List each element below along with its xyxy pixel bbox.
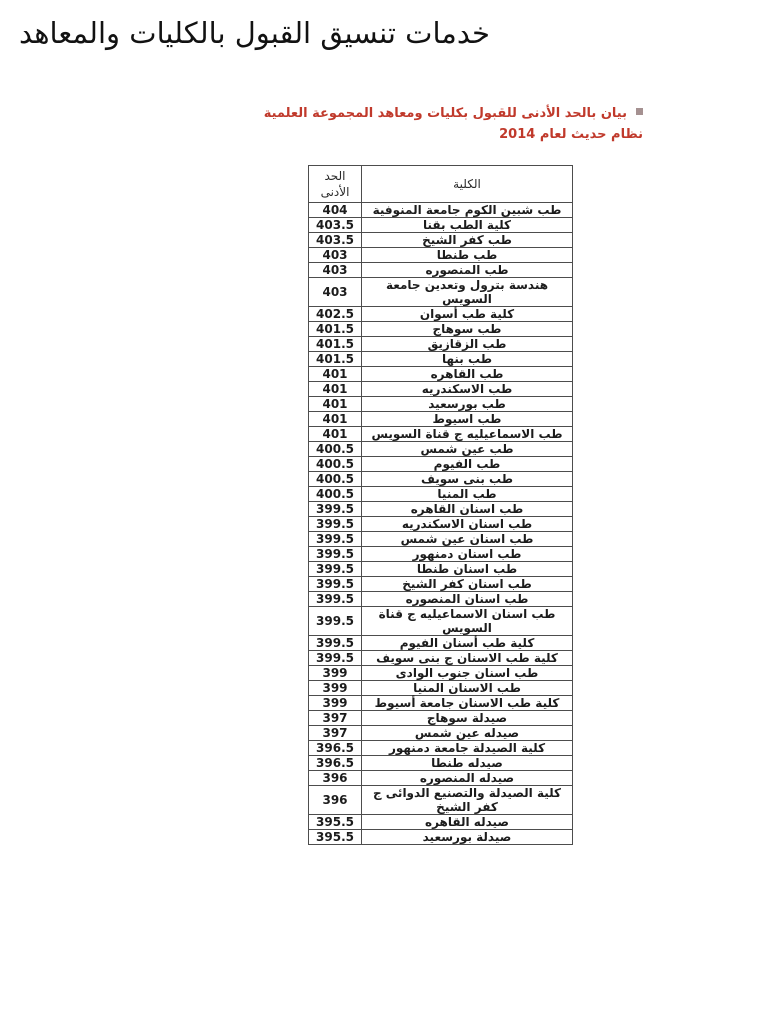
min-score-cell: 401 (309, 397, 362, 412)
college-cell: طب سوهاج (362, 322, 573, 337)
min-score-cell: 397 (309, 726, 362, 741)
college-cell: طب اسنان القاهره (362, 502, 573, 517)
college-cell: طب بنى سويف (362, 472, 573, 487)
college-cell: طب اسيوط (362, 412, 573, 427)
college-cell: طب المنيا (362, 487, 573, 502)
min-score-cell: 399 (309, 681, 362, 696)
college-cell: كلية طب الاسنان ج بنى سويف (362, 651, 573, 666)
min-score-cell: 401 (309, 427, 362, 442)
min-score-cell: 399.5 (309, 502, 362, 517)
table-row (309, 532, 573, 547)
table-row (309, 337, 573, 352)
page-title: خدمات تنسيق القبول بالكليات والمعاهد (19, 16, 490, 50)
table-row (309, 651, 573, 666)
min-score-cell: 396.5 (309, 756, 362, 771)
table-row (309, 711, 573, 726)
table-row (309, 636, 573, 651)
table-row (309, 322, 573, 337)
min-score-cell: 399.5 (309, 577, 362, 592)
min-score-cell: 403 (309, 263, 362, 278)
table-row (309, 741, 573, 756)
table-row (309, 562, 573, 577)
college-cell: كلية الطب بقنا (362, 218, 573, 233)
college-cell: طب بورسعيد (362, 397, 573, 412)
notice-block (264, 103, 643, 145)
table-row (309, 218, 573, 233)
min-score-cell: 399.5 (309, 651, 362, 666)
table-row (309, 472, 573, 487)
header-row (309, 166, 573, 203)
college-cell: صيدلة بورسعيد (362, 830, 573, 845)
min-score-cell: 399 (309, 666, 362, 681)
notice-line1-text: بيان بالحد الأدنى للقبول بكليات ومعاهد المجموعة العلمية (263, 106, 627, 121)
college-cell: طب بنها (362, 352, 573, 367)
table-row (309, 487, 573, 502)
min-score-cell: 403 (309, 248, 362, 263)
college-cell: طب المنصوره (362, 263, 573, 278)
table-row (309, 307, 573, 322)
min-score-cell: 401 (309, 412, 362, 427)
min-score-cell: 399 (309, 696, 362, 711)
table-body (309, 203, 573, 845)
table-row (309, 367, 573, 382)
college-cell: كلية الصيدلة جامعة دمنهور (362, 741, 573, 756)
min-score-cell: 399.5 (309, 607, 362, 636)
college-cell: طب الاسنان المنيا (362, 681, 573, 696)
min-score-cell: 395.5 (309, 815, 362, 830)
table-row (309, 352, 573, 367)
min-score-cell: 396.5 (309, 741, 362, 756)
min-score-cell: 403.5 (309, 233, 362, 248)
square-bullet-icon (636, 108, 643, 115)
college-cell: طب اسنان الاسماعيليه ج قناة السويس (362, 607, 573, 636)
college-cell: صيدله المنصوره (362, 771, 573, 786)
min-score-cell: 400.5 (309, 442, 362, 457)
min-score-cell: 400.5 (309, 457, 362, 472)
min-score-cell: 401.5 (309, 322, 362, 337)
college-cell: طب الاسماعيليه ج قناة السويس (362, 427, 573, 442)
college-cell: طب الاسكندريه (362, 382, 573, 397)
min-score-cell: 400.5 (309, 472, 362, 487)
min-score-cell: 399.5 (309, 562, 362, 577)
notice-line2: نظام حديث لعام 2014 (499, 127, 643, 142)
table-row (309, 233, 573, 248)
notice-line1 (264, 103, 643, 124)
min-score-cell: 399.5 (309, 517, 362, 532)
min-score-header: الحد الأدنى (309, 166, 362, 203)
college-cell: طب اسنان دمنهور (362, 547, 573, 562)
table-row (309, 517, 573, 532)
college-cell: كلية طب أسوان (362, 307, 573, 322)
college-cell: صيدله طنطا (362, 756, 573, 771)
college-cell: كلية الصيدلة والتصنيع الدوائى ج كفر الشيخ (362, 786, 573, 815)
college-cell: صيدلة سوهاج (362, 711, 573, 726)
min-score-cell: 397 (309, 711, 362, 726)
min-score-cell: 403 (309, 278, 362, 307)
table-row (309, 726, 573, 741)
college-cell: صيدله عين شمس (362, 726, 573, 741)
college-cell: طب اسنان طنطا (362, 562, 573, 577)
table-row (309, 248, 573, 263)
table-row (309, 263, 573, 278)
table-row (309, 412, 573, 427)
table-row (309, 577, 573, 592)
table-header (309, 166, 573, 203)
table-row (309, 815, 573, 830)
college-cell: كلية طب الاسنان جامعة أسيوط (362, 696, 573, 711)
min-score-cell: 399.5 (309, 636, 362, 651)
min-score-cell: 401.5 (309, 352, 362, 367)
college-cell: طب عين شمس (362, 442, 573, 457)
min-score-cell: 399.5 (309, 592, 362, 607)
table-row (309, 442, 573, 457)
table-row (309, 786, 573, 815)
college-cell: طب اسنان المنصوره (362, 592, 573, 607)
college-cell: كلية طب أسنان الفيوم (362, 636, 573, 651)
table-row (309, 278, 573, 307)
min-score-cell: 402.5 (309, 307, 362, 322)
table-row (309, 547, 573, 562)
college-cell: هندسة بترول وتعدين جامعة السويس (362, 278, 573, 307)
table-row (309, 771, 573, 786)
table-row (309, 592, 573, 607)
table-row (309, 607, 573, 636)
min-score-cell: 401.5 (309, 337, 362, 352)
table-row (309, 666, 573, 681)
college-cell: طب القاهره (362, 367, 573, 382)
min-score-cell: 403.5 (309, 218, 362, 233)
min-score-cell: 400.5 (309, 487, 362, 502)
college-cell: طب اسنان عين شمس (362, 532, 573, 547)
table-row (309, 756, 573, 771)
table-row (309, 681, 573, 696)
table-row (309, 457, 573, 472)
table-row (309, 203, 573, 218)
table-row (309, 830, 573, 845)
college-cell: طب الفيوم (362, 457, 573, 472)
min-score-cell: 401 (309, 367, 362, 382)
college-cell: طب طنطا (362, 248, 573, 263)
college-cell: طب اسنان الاسكندريه (362, 517, 573, 532)
college-cell: طب اسنان كفر الشيخ (362, 577, 573, 592)
college-cell: طب شبين الكوم جامعة المنوفية (362, 203, 573, 218)
college-cell: طب كفر الشيخ (362, 233, 573, 248)
table-row (309, 427, 573, 442)
min-score-cell: 404 (309, 203, 362, 218)
college-cell: صيدله القاهره (362, 815, 573, 830)
min-score-cell: 396 (309, 786, 362, 815)
admissions-table (308, 165, 573, 845)
min-score-cell: 396 (309, 771, 362, 786)
table-row (309, 502, 573, 517)
min-score-cell: 395.5 (309, 830, 362, 845)
table-row (309, 397, 573, 412)
college-cell: طب اسنان جنوب الوادى (362, 666, 573, 681)
college-cell: طب الزقازيق (362, 337, 573, 352)
min-score-cell: 399.5 (309, 547, 362, 562)
min-score-cell: 399.5 (309, 532, 362, 547)
college-header: الكلية (362, 166, 573, 203)
table-row (309, 696, 573, 711)
table-row (309, 382, 573, 397)
min-score-cell: 401 (309, 382, 362, 397)
